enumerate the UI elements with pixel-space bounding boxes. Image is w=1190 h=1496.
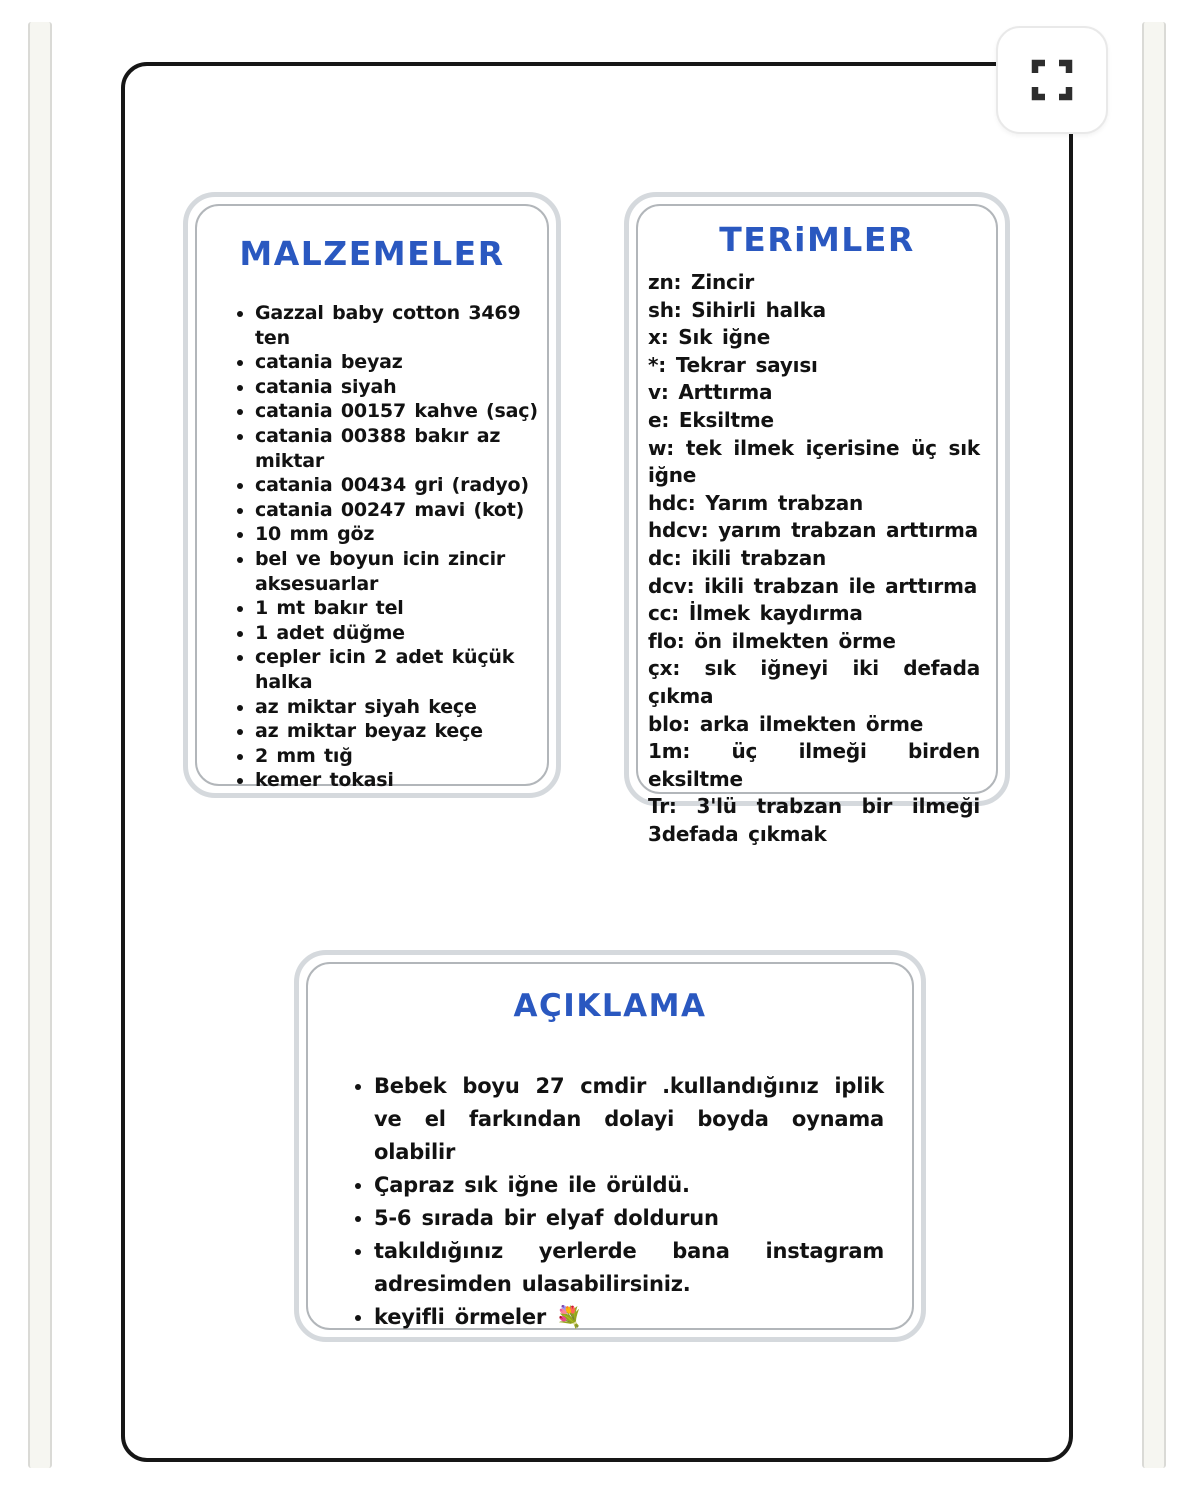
- fullscreen-expand-icon: [1029, 57, 1075, 103]
- terms-list: [638, 269, 996, 848]
- terms-list-item: flo: ön ilmekten örme: [648, 628, 896, 653]
- terms-list-item: sh: Sihirli halka: [648, 297, 826, 322]
- materials-list-item: • 1 mt bakır tel: [255, 596, 539, 621]
- materials-card: [183, 192, 561, 798]
- materials-list-item: • catania 00434 gri (radyo): [255, 473, 539, 498]
- terms-list-item: hdc: Yarım trabzan: [648, 490, 864, 515]
- explanation-list-item: • Bebek boyu 27 cmdir .kullandığınız iplik ve el farkından dolayi boyda oynama olabilir: [374, 1070, 884, 1169]
- materials-title: MALZEMELER: [239, 234, 505, 273]
- materials-list-item: • 1 adet düğme: [255, 621, 539, 646]
- terms-list-item: blo: arka ilmekten örme: [648, 711, 924, 736]
- explanation-list-item: • keyifli örmeler 💐: [374, 1301, 884, 1334]
- materials-list-item: • cepler icin 2 adet küçük halka: [255, 645, 539, 694]
- terms-card: [624, 192, 1010, 846]
- materials-list-item: • catania 00157 kahve (saç): [255, 399, 539, 424]
- materials-list: [197, 301, 547, 793]
- fullscreen-button[interactable]: [996, 26, 1108, 134]
- terms-list-item: Tr: 3'lü trabzan bir ilmeği 3defada çıkmak: [648, 794, 980, 846]
- materials-list-item: • 10 mm göz: [255, 522, 539, 547]
- terms-list-item: e: Eksiltme: [648, 407, 774, 432]
- materials-list-item: • 2 mm tığ: [255, 744, 539, 769]
- terms-list-item: çx: sık iğneyi iki defada çıkma: [648, 656, 980, 708]
- materials-list-item: • kemer tokasi: [255, 768, 539, 793]
- explanation-list-item: • Çapraz sık iğne ile örüldü.: [374, 1169, 884, 1202]
- materials-list-item: • catania 00388 bakır az miktar: [255, 424, 539, 473]
- terms-list-item: 1m: üç ilmeği birden eksiltme: [648, 739, 980, 791]
- terms-list-item: w: tek ilmek içerisine üç sık iğne: [648, 435, 980, 488]
- explanation-title: AÇIKLAMA: [513, 988, 707, 1024]
- explanation-list-item: • 5-6 sırada bir elyaf doldurun: [374, 1202, 884, 1235]
- terms-list-item: zn: Zincir: [648, 270, 755, 294]
- materials-list-item: • bel ve boyun icin zincir aksesuarlar: [255, 547, 539, 596]
- explanation-list-item: • takıldığınız yerlerde bana instagram adresimden ulasabilirsiniz.: [374, 1235, 884, 1301]
- materials-list-item: • az miktar siyah keçe: [255, 695, 539, 720]
- page-gutter-right: [1142, 22, 1166, 1468]
- explanation-card: [294, 950, 926, 1342]
- explanation-card-inner: [306, 962, 914, 1330]
- terms-list-item: *: Tekrar sayısı: [648, 352, 818, 377]
- terms-list-item: v: Arttırma: [648, 380, 773, 405]
- terms-list-item: x: Sık iğne: [648, 325, 771, 350]
- page-gutter-left: [28, 22, 52, 1468]
- materials-list-item: • catania 00247 mavi (kot): [255, 498, 539, 523]
- materials-list-item: • az miktar beyaz keçe: [255, 719, 539, 744]
- materials-list-item: • catania beyaz: [255, 350, 539, 375]
- materials-card-inner: [195, 204, 549, 792]
- terms-list-item: dcv: ikili trabzan ile arttırma: [648, 573, 978, 598]
- materials-list-item: • Gazzal baby cotton 3469 ten: [255, 301, 539, 350]
- materials-list-item: • catania siyah: [255, 375, 539, 400]
- terms-list-item: hdcv: yarım trabzan arttırma: [648, 518, 978, 543]
- explanation-list: [308, 1070, 912, 1334]
- terms-list-item: dc: ikili trabzan: [648, 545, 827, 570]
- terms-list-item: cc: İlmek kaydırma: [648, 601, 863, 626]
- terms-card-inner: [636, 204, 998, 846]
- terms-title: TERiMLER: [719, 220, 915, 259]
